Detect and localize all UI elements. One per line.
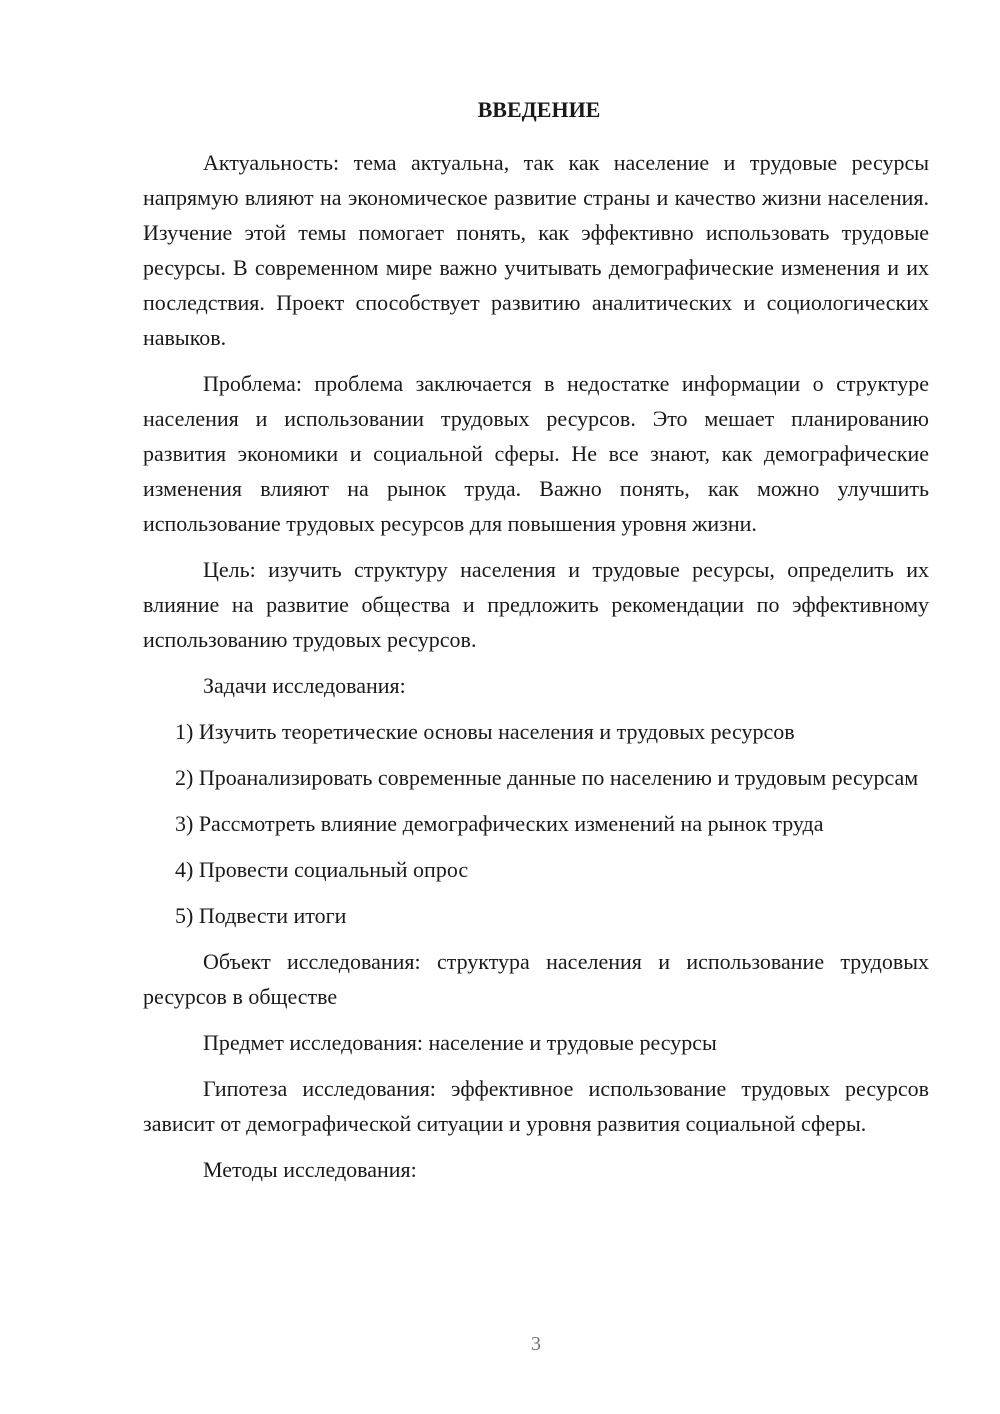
tasks-title: Задачи исследования: xyxy=(203,673,406,698)
relevance-paragraph: Актуальность: тема актуальна, так как население и трудовые ресурсы напрямую влияют на экономическое развитие страны и качество жизни населения. Изучение этой темы помогает понять, как эффективно использовать трудовые ресурсы. В современном мире важно учитывать демографические изменения и их последствия. Проект способствует развитию аналитических и социологических навыков. xyxy=(143,150,929,350)
methods-title: Методы исследования: xyxy=(203,1157,417,1182)
page-number: 3 xyxy=(531,1333,541,1355)
subject-paragraph: Предмет исследования: население и трудовые ресурсы xyxy=(203,1030,717,1055)
section-heading: ВВЕДЕНИЕ xyxy=(477,97,601,122)
task-item: 1) Изучить теоретические основы населения и трудовых ресурсов xyxy=(175,719,795,744)
task-item: 4) Провести социальный опрос xyxy=(175,857,469,882)
problem-paragraph: Проблема: проблема заключается в недостатке информации о структуре населения и использовании трудовых ресурсов. Это мешает планированию развития экономики и социальной сферы. Не все знают, как демографические изменения влияют на рынок труда. Важно понять, как можно улучшить использование трудовых ресурсов для повышения уровня жизни. xyxy=(143,371,929,536)
hypothesis-paragraph: Гипотеза исследования: эффективное использование трудовых ресурсов зависит от демографической ситуации и уровня развития социальной сферы. xyxy=(143,1076,929,1136)
page-content xyxy=(143,92,929,1198)
goal-paragraph: Цель: изучить структуру населения и трудовые ресурсы, определить их влияние на развитие общества и предложить рекомендации по эффективному использованию трудовых ресурсов. xyxy=(143,557,929,652)
task-item: 2) Проанализировать современные данные по населению и трудовым ресурсам xyxy=(175,765,919,790)
object-paragraph: Объект исследования: структура населения и использование трудовых ресурсов в обществе xyxy=(143,949,929,1009)
task-item: 5) Подвести итоги xyxy=(175,903,347,928)
task-item: 3) Рассмотреть влияние демографических изменений на рынок труда xyxy=(175,811,824,836)
